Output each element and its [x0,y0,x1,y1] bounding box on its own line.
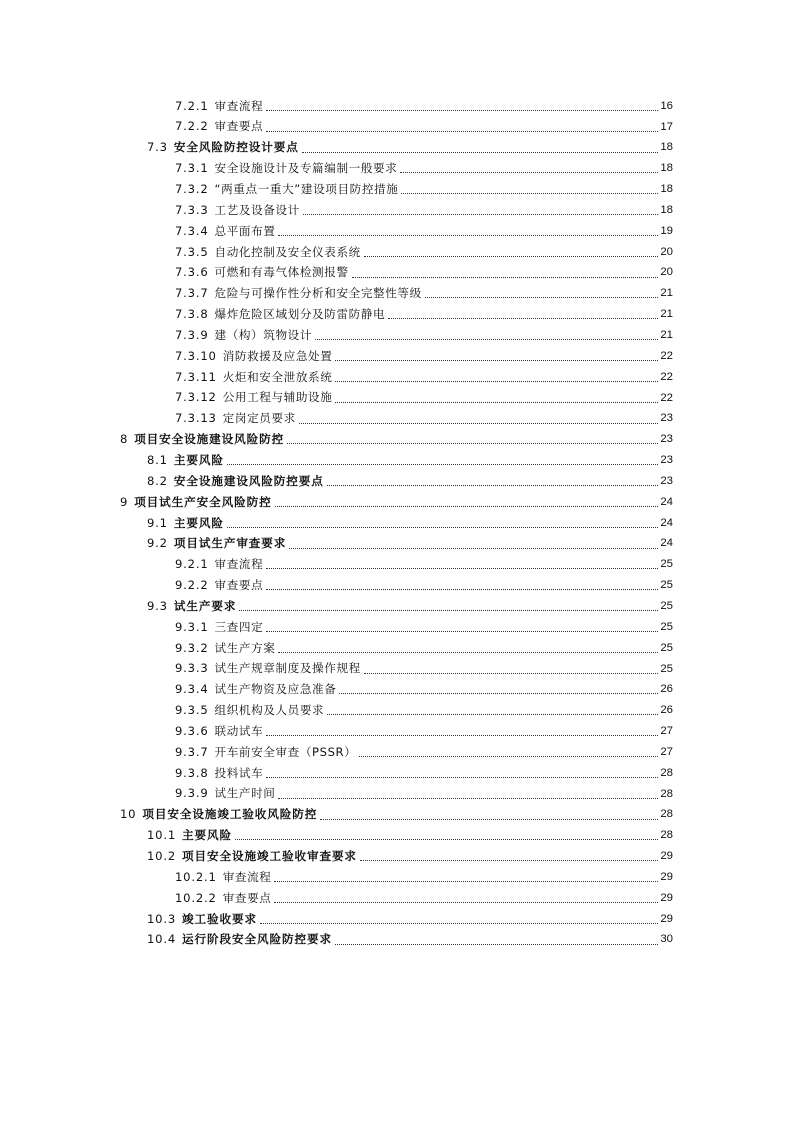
toc-entry[interactable] [0,159,794,180]
toc-entry-number: 10.1 [147,828,177,843]
toc-entry[interactable] [0,430,794,451]
toc-entry-page: 29 [660,870,673,883]
toc-entry-number: 7.3.9 [175,327,209,342]
toc-entry-page: 27 [660,725,673,738]
toc-entry-number: 7.3.4 [175,223,209,238]
toc-dot-leader [287,442,658,444]
toc-entry[interactable] [0,763,794,784]
toc-dot-leader [289,547,658,549]
toc-entry-page: 26 [660,704,673,717]
toc-entry-title: 自动化控制及安全仪表系统 [214,244,361,259]
toc-entry-number: 10 [120,807,137,822]
toc-entry-number: 9.3.3 [175,661,209,676]
toc-dot-leader [400,171,658,173]
toc-entry[interactable] [0,471,794,492]
toc-entry-page: 28 [660,787,673,800]
toc-entry-page: 20 [660,266,673,279]
toc-entry[interactable] [0,826,794,847]
toc-entry[interactable] [0,450,794,471]
toc-entry-page: 28 [660,766,673,779]
toc-entry-page: 21 [660,308,673,321]
toc-dot-leader [339,692,658,694]
toc-entry-page: 28 [660,808,673,821]
toc-entry-number: 9.3.9 [175,786,209,801]
toc-entry-page: 20 [660,245,673,258]
toc-dot-leader [302,151,659,153]
toc-entry-title: 审查要点 [222,890,272,905]
toc-entry-title: 项目试生产审查要求 [173,536,287,551]
toc-entry[interactable] [0,742,794,763]
toc-entry-page: 18 [660,183,673,196]
toc-entry-page: 21 [660,329,673,341]
toc-entry-page: 17 [660,120,673,133]
toc-entry-number: 7.3.10 [175,348,217,363]
toc-entry-number: 9.2 [147,536,168,551]
toc-entry-title: 主要风险 [173,515,224,530]
toc-entry-title: 安全设施建设风险防控要点 [173,473,324,488]
toc-entry[interactable] [0,617,794,638]
toc-entry[interactable] [0,304,794,325]
toc-dot-leader [425,296,659,298]
toc-entry[interactable] [0,117,794,138]
toc-dot-leader [266,776,658,778]
toc-entry[interactable] [0,284,794,305]
toc-entry-title: 工艺及设备设计 [214,202,300,217]
toc-entry-page: 24 [660,537,673,550]
toc-dot-leader [359,755,658,757]
toc-entry-title: 投料试车 [214,765,264,780]
toc-dot-leader [275,505,659,507]
toc-dot-leader [274,901,658,903]
toc-entry-title: 主要风险 [173,452,224,467]
toc-entry-page: 25 [660,641,673,654]
toc-entry-page: 25 [660,558,673,571]
toc-entry-number: 9.1 [147,515,168,530]
toc-entry-page: 29 [660,912,673,925]
toc-entry[interactable] [0,909,794,930]
toc-dot-leader [235,838,658,840]
toc-entry-number: 10.3 [147,911,177,926]
toc-entry-page: 18 [660,162,673,175]
toc-entry-number: 9.3.1 [175,619,209,634]
toc-entry[interactable] [0,659,794,680]
toc-entry-number: 10.2.1 [175,869,217,884]
toc-entry-number: 10.2 [147,849,177,863]
toc-dot-leader [327,484,659,486]
toc-entry-number: 7.3.11 [175,369,217,384]
toc-entry-page: 23 [660,454,673,467]
toc-entry-page: 22 [660,349,673,362]
toc-entry[interactable] [0,534,794,555]
toc-dot-leader [227,526,659,528]
toc-entry[interactable] [0,846,794,867]
toc-dot-leader [266,588,658,590]
toc-entry[interactable] [0,409,794,430]
toc-entry-number: 7.3.5 [175,244,209,259]
toc-entry-title: 试生产规章制度及操作规程 [214,661,361,676]
toc-dot-leader [315,338,658,340]
toc-dot-leader [335,359,658,361]
toc-entry-title: 项目安全设施竣工验收审查要求 [182,849,357,863]
toc-entry-number: 7.3.12 [175,390,217,405]
toc-dot-leader [335,380,658,382]
toc-dot-leader [364,672,659,674]
toc-entry-title: 消防救援及应急处置 [222,348,333,363]
toc-entry-title: 建（构）筑物设计 [214,327,313,342]
toc-entry-title: 主要风险 [182,828,232,843]
table-of-contents [0,96,794,951]
toc-entry-number: 7.3.8 [175,307,209,322]
toc-entry[interactable] [0,179,794,200]
toc-dot-leader [274,880,658,882]
toc-entry-number: 9.2.2 [175,578,209,593]
toc-entry-page: 18 [660,141,673,154]
toc-dot-leader [360,859,658,861]
toc-entry-number: 7.3.6 [175,265,209,280]
toc-dot-leader [266,109,658,111]
toc-entry-page: 25 [660,599,673,612]
toc-entry[interactable] [0,138,794,159]
toc-entry-page: 28 [660,829,673,842]
toc-entry-number: 7.2.2 [175,119,209,134]
toc-entry[interactable] [0,930,794,951]
toc-entry-title: 试生产方案 [214,640,276,655]
toc-entry-title: 竣工验收要求 [182,911,257,926]
toc-dot-leader [278,234,658,236]
toc-entry-title: 运行阶段安全风险防控要求 [182,932,332,947]
toc-dot-leader [266,734,658,736]
toc-dot-leader [335,943,658,945]
toc-entry[interactable] [0,221,794,242]
toc-entry-page: 29 [660,891,673,904]
toc-dot-leader [266,130,658,132]
toc-entry[interactable] [0,96,794,117]
toc-entry[interactable] [0,638,794,659]
toc-entry-number: 9.3.8 [175,765,209,780]
toc-entry-title: “两重点一重大”建设项目防控措施 [214,182,399,196]
toc-entry-number: 7.3.13 [175,411,217,426]
toc-entry[interactable] [0,721,794,742]
toc-dot-leader [303,213,658,215]
toc-entry-number: 10.2.2 [175,890,217,905]
toc-entry-number: 8.1 [147,452,168,467]
toc-entry-number: 9 [120,494,129,509]
toc-entry[interactable] [0,555,794,576]
toc-entry-page: 29 [660,850,673,863]
toc-entry-number: 10.4 [147,932,177,947]
toc-entry-page: 23 [660,412,673,425]
toc-dot-leader [260,922,658,924]
toc-entry-page: 19 [660,224,673,237]
toc-dot-leader [227,463,659,465]
toc-entry[interactable] [0,867,794,888]
toc-dot-leader [364,255,659,257]
toc-dot-leader [352,276,659,278]
toc-entry-page: 25 [660,620,673,633]
toc-entry-page: 30 [660,933,673,946]
toc-dot-leader [239,609,658,611]
toc-entry-title: 项目安全设施竣工验收风险防控 [142,807,318,822]
toc-entry-number: 7.3 [147,140,168,155]
toc-dot-leader [278,651,658,653]
toc-entry-page: 21 [660,287,673,300]
toc-entry[interactable] [0,492,794,513]
toc-entry-number: 9.3.6 [175,723,209,738]
toc-entry-number: 7.3.3 [175,202,209,217]
toc-entry-title: 开车前安全审查（PSSR） [214,744,357,759]
toc-dot-leader [320,818,658,820]
toc-entry[interactable] [0,784,794,805]
toc-entry-title: 安全风险防控设计要点 [173,140,299,155]
toc-entry-title: 试生产要求 [173,598,237,613]
toc-entry-number: 9.3.4 [175,682,209,697]
toc-entry-title: 联动试车 [214,723,264,738]
toc-entry-title: 项目试生产安全风险防控 [134,494,272,509]
toc-entry-page: 24 [660,495,673,508]
toc-dot-leader [388,317,658,319]
toc-entry-title: 审查流程 [214,557,264,572]
toc-entry[interactable] [0,367,794,388]
toc-entry[interactable] [0,680,794,701]
toc-entry-title: 爆炸危险区域划分及防雷防静电 [214,307,386,322]
toc-dot-leader [401,192,658,194]
toc-entry-title: 审查要点 [214,119,264,134]
toc-entry-number: 7.3.7 [175,286,209,301]
toc-entry[interactable] [0,805,794,826]
toc-dot-leader [266,630,658,632]
toc-entry[interactable] [0,388,794,409]
toc-entry-page: 25 [660,579,673,592]
toc-entry-page: 26 [660,683,673,696]
toc-entry-page: 23 [660,433,673,446]
toc-dot-leader [335,401,658,403]
toc-entry-page: 18 [660,203,673,216]
toc-entry-title: 危险与可操作性分析和安全完整性等级 [214,286,422,301]
toc-dot-leader [299,422,658,424]
toc-entry[interactable] [0,325,794,346]
toc-entry[interactable] [0,888,794,909]
toc-entry-page: 22 [660,370,673,383]
toc-entry-title: 审查流程 [222,869,272,884]
toc-entry-title: 火炬和安全泄放系统 [222,369,333,384]
toc-entry-title: 公用工程与辅助设施 [222,390,333,405]
toc-entry[interactable] [0,242,794,263]
toc-entry-title: 审查要点 [214,578,264,593]
toc-entry-number: 9.3.2 [175,640,209,655]
toc-entry[interactable] [0,346,794,367]
toc-entry-title: 试生产时间 [214,786,276,801]
toc-entry-number: 7.3.1 [175,161,209,176]
toc-entry[interactable] [0,513,794,534]
toc-entry-title: 定岗定员要求 [222,411,296,426]
toc-entry-page: 22 [660,391,673,404]
toc-entry-title: 审查流程 [214,98,264,113]
toc-entry-page: 25 [660,662,673,675]
toc-entry-number: 7.2.1 [175,98,209,113]
toc-entry-number: 9.3.5 [175,703,209,718]
toc-entry-page: 16 [660,99,673,112]
toc-entry-number: 7.3.2 [175,182,209,196]
toc-entry[interactable] [0,575,794,596]
toc-entry-number: 9.3 [147,598,168,613]
toc-entry-number: 8 [120,432,129,447]
toc-entry-page: 24 [660,516,673,529]
toc-entry-number: 8.2 [147,473,168,488]
toc-entry-title: 三查四定 [214,619,264,634]
toc-entry[interactable] [0,263,794,284]
toc-entry-title: 安全设施设计及专篇编制一般要求 [214,161,398,176]
toc-entry-title: 项目安全设施建设风险防控 [134,432,285,447]
toc-dot-leader [327,713,658,715]
toc-entry[interactable] [0,200,794,221]
toc-entry-number: 9.2.1 [175,557,209,572]
toc-entry[interactable] [0,700,794,721]
toc-entry-title: 总平面布置 [214,223,276,238]
toc-entry-page: 23 [660,474,673,487]
toc-entry-page: 27 [660,745,673,758]
toc-entry-title: 组织机构及人员要求 [214,703,325,718]
toc-entry-title: 试生产物资及应急准备 [214,682,337,697]
toc-dot-leader [278,797,658,799]
toc-dot-leader [266,567,658,569]
toc-entry-title: 可燃和有毒气体检测报警 [214,265,349,280]
toc-entry[interactable] [0,596,794,617]
toc-entry-number: 9.3.7 [175,744,209,759]
